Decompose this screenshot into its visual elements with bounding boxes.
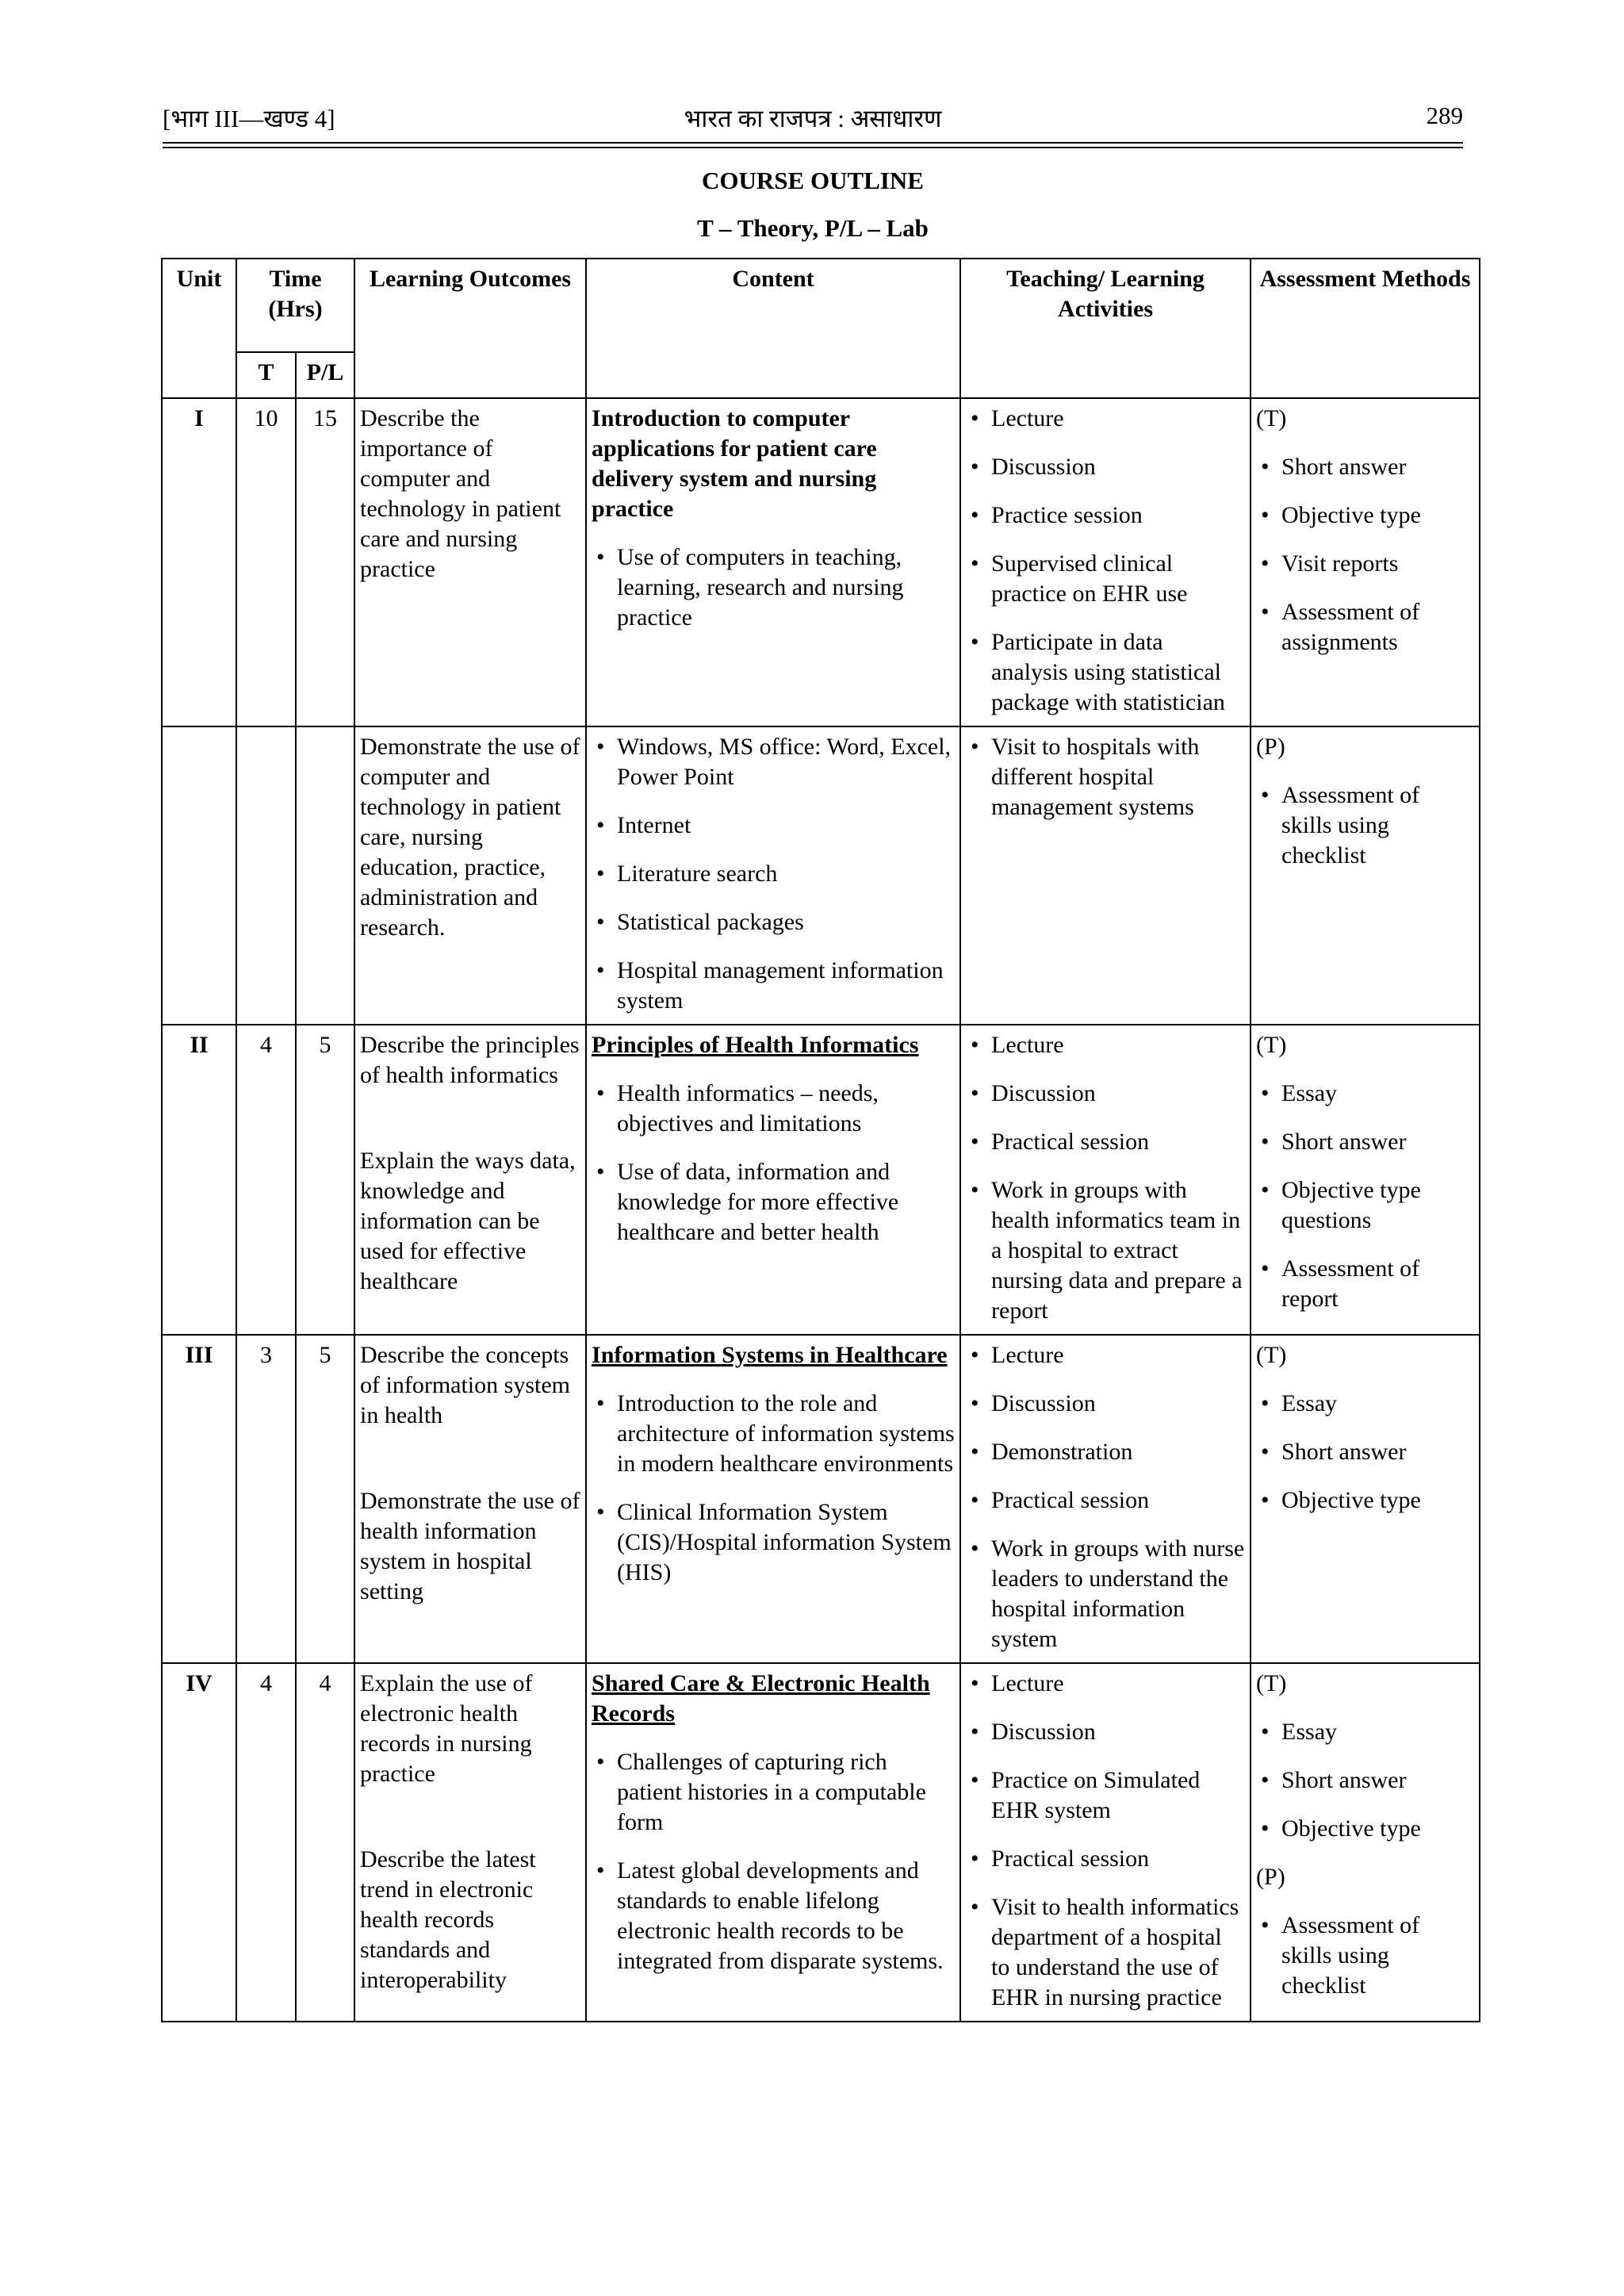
spacer — [360, 1789, 580, 1845]
lab-hours: 5 — [296, 1025, 354, 1335]
page-number: 289 — [1426, 102, 1463, 129]
content-title: Shared Care & Electronic Health Records — [592, 1670, 930, 1727]
assessment-item: • Assessment of report — [1256, 1254, 1474, 1314]
theory-hours — [236, 726, 296, 1025]
assessment-cell — [1251, 1663, 1480, 2022]
activity-item: • Practice on Simulated EHR system — [966, 1765, 1245, 1826]
content-item: • Latest global developments and standards to enable lifelong electronic health records to be integrated from disparate systems. — [592, 1856, 955, 1976]
assessment-item: • Objective type — [1256, 1814, 1474, 1844]
content-item: • Health informatics – needs, objectives and limitations — [592, 1079, 955, 1139]
content-item: • Literature search — [592, 859, 955, 889]
learning-outcome: Explain the use of electronic health records in nursing practice — [360, 1670, 533, 1787]
learning-outcome: Describe the latest trend in electronic health records standards and interoperability — [360, 1846, 536, 1993]
activity-item: • Discussion — [966, 1389, 1245, 1419]
learning-outcome: Explain the ways data, knowledge and information can be used for effective healthcare — [360, 1148, 576, 1294]
activities-cell — [960, 1663, 1251, 2022]
page-title: COURSE OUTLINE — [702, 167, 924, 194]
activity-item: • Visit to hospitals with different hospital management systems — [966, 732, 1245, 822]
theory-hours: 4 — [236, 1663, 296, 2022]
assessment-item: • Essay — [1256, 1717, 1474, 1747]
header-rule-top — [163, 142, 1463, 144]
page-header — [163, 102, 1463, 141]
content-cell — [586, 1663, 960, 2022]
table-row — [162, 1335, 1480, 1663]
learning-outcome: Demonstrate the use of health information system in hospital setting — [360, 1488, 580, 1604]
activities-cell — [960, 1025, 1251, 1335]
theory-hours: 3 — [236, 1335, 296, 1663]
activities-cell — [960, 726, 1251, 1025]
unit-cell: III — [162, 1335, 236, 1663]
content-list — [592, 1747, 955, 1976]
content-cell — [586, 726, 960, 1025]
content-title: Principles of Health Informatics — [592, 1032, 919, 1058]
spacer — [360, 1431, 580, 1486]
assessment-label: (T) — [1256, 1342, 1287, 1368]
activities-list — [966, 1030, 1245, 1326]
learning-outcomes-cell — [354, 398, 586, 726]
lab-hours: 15 — [296, 398, 354, 726]
content-item: • Statistical packages — [592, 907, 955, 937]
header-rule-bottom — [163, 147, 1463, 148]
assessment-item: • Visit reports — [1256, 549, 1474, 579]
col-header-pl: P/L — [296, 352, 354, 398]
page-subtitle: T – Theory, P/L – Lab — [697, 214, 929, 242]
col-header-time: Time (Hrs) — [236, 259, 354, 352]
table-row — [162, 1025, 1480, 1335]
learning-outcome: Describe the importance of computer and technology in patient care and nursing practice — [360, 405, 561, 582]
unit-cell — [162, 726, 236, 1025]
learning-outcomes-cell — [354, 1335, 586, 1663]
activities-list — [966, 732, 1245, 822]
col-header-activities: Teaching/ Learning Activities — [960, 259, 1251, 398]
assessment-label: (P) — [1256, 1864, 1285, 1890]
assessment-cell — [1251, 1335, 1480, 1663]
content-item: • Introduction to the role and architecture of information systems in modern healthcare environments — [592, 1389, 955, 1479]
unit-cell: II — [162, 1025, 236, 1335]
table-row — [162, 398, 1480, 726]
content-item: • Clinical Information System (CIS)/Hospital information System (HIS) — [592, 1497, 955, 1588]
content-list — [592, 1389, 955, 1588]
header-section-label: [भाग III—खण्ड 4] — [163, 105, 335, 132]
content-list — [592, 542, 955, 633]
activity-item: • Practical session — [966, 1844, 1245, 1874]
activity-item: • Participate in data analysis using statistical package with statistician — [966, 627, 1245, 718]
activity-item: • Lecture — [966, 1340, 1245, 1370]
assessment-list — [1256, 1911, 1474, 2001]
spacer — [360, 1091, 580, 1146]
content-item: • Challenges of capturing rich patient histories in a computable form — [592, 1747, 955, 1838]
assessment-item: • Assessment of assignments — [1256, 597, 1474, 657]
lab-hours: 4 — [296, 1663, 354, 2022]
activity-item: • Lecture — [966, 404, 1245, 434]
activity-item: • Discussion — [966, 1079, 1245, 1109]
activity-item: • Work in groups with nurse leaders to understand the hospital information system — [966, 1534, 1245, 1654]
table-row — [162, 1663, 1480, 2022]
assessment-item: • Short answer — [1256, 452, 1474, 482]
lab-hours — [296, 726, 354, 1025]
activity-item: • Visit to health informatics department of a hospital to understand the use of EHR in nursing practice — [966, 1892, 1245, 2013]
activities-list — [966, 1340, 1245, 1654]
col-header-t: T — [236, 352, 296, 398]
course-outline-table — [161, 258, 1480, 2022]
learning-outcomes-cell — [354, 1663, 586, 2022]
assessment-item: • Assessment of skills using checklist — [1256, 780, 1474, 871]
theory-hours: 10 — [236, 398, 296, 726]
assessment-item: • Short answer — [1256, 1765, 1474, 1796]
activity-item: • Work in groups with health informatics team in a hospital to extract nursing data and prepare a report — [966, 1175, 1245, 1326]
activity-item: • Discussion — [966, 452, 1245, 482]
content-item: • Windows, MS office: Word, Excel, Power Point — [592, 732, 955, 792]
table-row — [162, 726, 1480, 1025]
content-cell — [586, 1335, 960, 1663]
assessment-label: (P) — [1256, 734, 1285, 760]
activity-item: • Practice session — [966, 500, 1245, 531]
activity-item: • Practical session — [966, 1127, 1245, 1157]
assessment-cell — [1251, 1025, 1480, 1335]
assessment-list — [1256, 1079, 1474, 1314]
assessment-item: • Essay — [1256, 1079, 1474, 1109]
col-header-unit: Unit — [162, 259, 236, 398]
learning-outcome: Describe the concepts of information system in health — [360, 1342, 570, 1428]
learning-outcome: Demonstrate the use of computer and technology in patient care, nursing education, practice, administration and research. — [360, 734, 580, 941]
assessment-item: • Objective type — [1256, 1485, 1474, 1516]
activities-cell — [960, 1335, 1251, 1663]
activities-list — [966, 1669, 1245, 2013]
learning-outcome: Describe the principles of health informatics — [360, 1032, 580, 1088]
assessment-item: • Essay — [1256, 1389, 1474, 1419]
content-item: • Hospital management information system — [592, 956, 955, 1016]
assessment-list — [1256, 780, 1474, 871]
table-header-row — [162, 259, 1480, 352]
content-title: Information Systems in Healthcare — [592, 1342, 948, 1368]
unit-cell: I — [162, 398, 236, 726]
content-item: • Use of computers in teaching, learning, research and nursing practice — [592, 542, 955, 633]
assessment-label: (T) — [1256, 1032, 1287, 1058]
assessment-list — [1256, 1717, 1474, 1844]
assessment-item: • Objective type — [1256, 500, 1474, 531]
assessment-list — [1256, 1389, 1474, 1516]
theory-hours: 4 — [236, 1025, 296, 1335]
activity-item: • Demonstration — [966, 1437, 1245, 1467]
col-header-outcomes: Learning Outcomes — [354, 259, 586, 398]
assessment-item: • Assessment of skills using checklist — [1256, 1911, 1474, 2001]
activities-list — [966, 404, 1245, 718]
activity-item: • Lecture — [966, 1669, 1245, 1699]
header-gazette-title: भारत का राजपत्र : असाधारण — [684, 105, 942, 132]
activity-item: • Lecture — [966, 1030, 1245, 1060]
assessment-cell — [1251, 398, 1480, 726]
col-header-content: Content — [586, 259, 960, 398]
activity-item: • Supervised clinical practice on EHR use — [966, 549, 1245, 609]
assessment-cell — [1251, 726, 1480, 1025]
activity-item: • Discussion — [966, 1717, 1245, 1747]
content-cell — [586, 1025, 960, 1335]
lab-hours: 5 — [296, 1335, 354, 1663]
assessment-item: • Short answer — [1256, 1127, 1474, 1157]
content-item: • Internet — [592, 811, 955, 841]
content-list — [592, 732, 955, 1016]
content-title: Introduction to computer applications for patient care delivery system and nursing practice — [592, 405, 877, 522]
activity-item: • Practical session — [966, 1485, 1245, 1516]
assessment-item: • Short answer — [1256, 1437, 1474, 1467]
assessment-list — [1256, 452, 1474, 657]
col-header-assessment: Assessment Methods — [1251, 259, 1480, 398]
assessment-label: (T) — [1256, 1670, 1287, 1696]
assessment-item: • Objective type questions — [1256, 1175, 1474, 1236]
learning-outcomes-cell — [354, 726, 586, 1025]
assessment-label: (T) — [1256, 405, 1287, 431]
unit-cell: IV — [162, 1663, 236, 2022]
content-item: • Use of data, information and knowledge for more effective healthcare and better health — [592, 1157, 955, 1248]
content-cell — [586, 398, 960, 726]
activities-cell — [960, 398, 1251, 726]
learning-outcomes-cell — [354, 1025, 586, 1335]
content-list — [592, 1079, 955, 1248]
